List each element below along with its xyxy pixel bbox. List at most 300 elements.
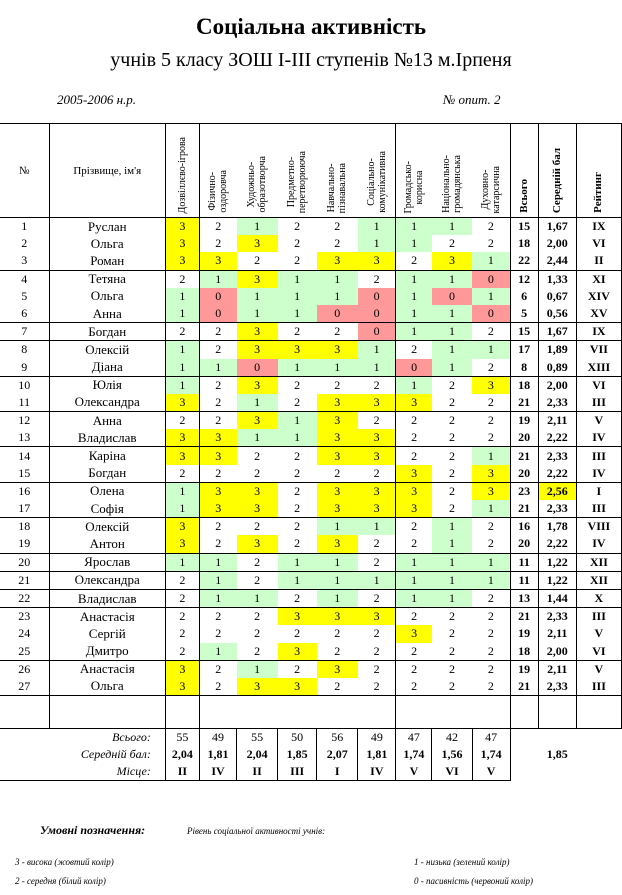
footer-label: Місце: [0,763,165,781]
row-rating: III [576,500,621,518]
student-name: Анастасія [49,660,165,678]
score-cell: 1 [317,288,358,305]
row-total: 11 [510,571,538,589]
score-cell: 2 [334,219,341,234]
footer-value: I [317,763,358,781]
score-cell: 3 [396,500,432,518]
row-total: 15 [510,218,538,236]
student-name: Ольга [49,288,165,305]
score-cell: 3 [278,643,317,661]
footer-value: 1,74 [396,746,432,763]
score-cell: 1 [358,341,396,359]
row-total: 22 [510,252,538,270]
row-rating: V [576,412,621,430]
spacer-cell [538,696,576,729]
score-cell: 2 [165,323,199,341]
score-cell: 2 [472,323,510,341]
score-cell: 2 [472,429,510,447]
row-average: 2,00 [538,376,576,394]
table-row [0,376,622,394]
table-row [0,323,622,341]
score-cell: 2 [237,571,278,589]
score-cell: 2 [432,678,472,696]
score-cell: 2 [334,236,341,251]
footer-empty [538,763,576,781]
row-num: 24 [0,625,49,642]
score-cell: 1 [358,518,396,536]
score-cell: 2 [215,519,222,534]
row-total: 16 [510,518,538,536]
row-num: 7 [0,323,49,341]
header-activity-6 [358,124,396,218]
footer-row [0,746,622,763]
footer-value: 2,04 [165,746,199,763]
score-cell: 2 [165,643,199,661]
row-rating: XI [576,270,621,288]
header-activity-2 [199,124,236,218]
score-cell: 2 [396,252,432,270]
score-cell: 2 [472,359,510,377]
row-num: 15 [0,465,49,483]
row-rating: I [576,482,621,500]
footer-value: 49 [199,729,236,747]
score-cell: 3 [237,323,278,341]
score-cell: 1 [317,270,358,288]
row-total: 19 [510,625,538,642]
spacer-row [0,696,622,729]
score-cell: 3 [165,447,199,465]
score-cell: 2 [432,394,472,412]
row-average: 2,22 [538,465,576,483]
legend-passive: 0 - пасивність (червоний колір) [414,876,534,886]
score-cell: 0 [358,288,396,305]
score-cell: 2 [199,465,236,483]
table-row [0,678,622,696]
score-cell: 3 [472,482,510,500]
score-cell: 3 [358,429,396,447]
header-activity-label: Предметно- перетворююча [286,150,309,213]
score-cell: 1 [199,571,236,589]
score-cell: 3 [165,394,199,412]
footer-value: II [165,763,199,781]
row-average: 2,33 [538,394,576,412]
score-cell: 2 [215,377,222,392]
score-cell: 1 [432,535,472,553]
score-cell: 1 [472,553,510,571]
score-cell: 3 [237,376,278,394]
score-cell: 3 [165,252,199,270]
row-average: 1,67 [538,218,576,236]
score-cell: 2 [199,678,236,696]
score-cell: 1 [432,553,472,571]
spacer-cell [237,696,278,729]
row-average: 2,11 [538,660,576,678]
score-cell: 2 [396,535,432,553]
row-rating: IV [576,535,621,553]
footer-value: IV [358,763,396,781]
row-average: 2,33 [538,678,576,696]
student-name: Олена [49,482,165,500]
score-cell: 2 [396,643,432,661]
score-cell: 2 [334,377,341,392]
score-cell: 3 [358,500,396,518]
row-total: 11 [510,553,538,571]
row-rating: VIII [576,518,621,536]
score-cell: 2 [199,394,236,412]
student-name: Анна [49,412,165,430]
footer-value: 49 [358,729,396,747]
score-cell: 0 [472,270,510,288]
score-cell: 3 [165,218,199,236]
score-cell: 3 [317,447,358,465]
score-cell: 1 [199,589,236,607]
row-rating: XIV [576,288,621,305]
score-cell: 0 [199,288,236,305]
footer-value: 1,81 [358,746,396,763]
score-cell: 1 [396,218,432,236]
score-cell: 1 [396,270,432,288]
row-num: 8 [0,341,49,359]
score-cell: 2 [278,535,317,553]
score-cell: 1 [278,305,317,323]
row-total: 17 [510,341,538,359]
row-average: 2,22 [538,429,576,447]
score-cell: 2 [449,661,456,676]
score-cell: 1 [278,359,317,377]
score-cell: 2 [472,608,510,626]
header-activity-label: Духовно- катарсична [479,165,502,213]
row-average: 0,56 [538,305,576,323]
score-cell: 2 [278,323,317,341]
footer-value: 2,07 [317,746,358,763]
score-cell: 2 [472,678,510,696]
score-cell: 0 [432,288,472,305]
score-cell: 3 [432,252,472,270]
row-num: 13 [0,429,49,447]
score-cell: 2 [317,643,358,661]
row-rating: XV [576,305,621,323]
spacer-cell [472,696,510,729]
score-cell: 1 [317,359,358,377]
score-cell: 2 [472,643,510,661]
score-cell: 2 [472,412,510,430]
row-num: 23 [0,608,49,626]
row-num: 4 [0,270,49,288]
score-cell: 2 [199,535,236,553]
row-average: 2,11 [538,412,576,430]
score-cell: 2 [237,553,278,571]
score-cell: 2 [472,589,510,607]
student-name: Софія [49,500,165,518]
score-cell: 1 [472,571,510,589]
row-total: 21 [510,608,538,626]
score-cell: 3 [317,660,358,678]
score-cell: 1 [317,553,358,571]
score-cell: 2 [449,448,456,463]
row-rating: X [576,589,621,607]
score-cell: 1 [165,305,199,323]
row-average: 2,44 [538,252,576,270]
footer-label: Середній бал: [80,747,151,762]
row-rating: VI [576,643,621,661]
score-cell: 0 [317,305,358,323]
score-cell: 3 [358,482,396,500]
score-cell: 2 [358,412,396,430]
score-cell: 3 [317,394,358,412]
score-cell: 2 [215,236,222,251]
row-rating: III [576,678,621,696]
footer-value: 50 [278,729,317,747]
score-cell: 2 [278,589,317,607]
score-cell: 1 [165,359,199,377]
spacer-cell [199,696,236,729]
header-activity-label: Дозвіллєво-ігрова [176,136,188,213]
spacer-cell [278,696,317,729]
score-cell: 0 [472,305,510,323]
score-cell: 0 [358,305,396,323]
score-cell: 2 [294,236,301,251]
row-rating: IV [576,465,621,483]
row-rating: IV [576,429,621,447]
header-name: Прізвище, ім'я [49,124,165,218]
row-num: 27 [0,678,49,696]
header-total [510,124,538,218]
row-rating: III [576,608,621,626]
score-cell: 2 [358,589,396,607]
score-cell: 3 [199,429,236,447]
row-num: 3 [0,252,49,270]
row-average: 0,67 [538,288,576,305]
score-cell: 2 [278,394,317,412]
score-cell: 1 [278,412,317,430]
row-average: 1,22 [538,571,576,589]
score-cell: 0 [396,359,432,377]
score-cell: 1 [472,288,510,305]
row-total: 19 [510,412,538,430]
row-average: 2,33 [538,447,576,465]
score-cell: 1 [396,589,432,607]
score-cell: 2 [358,678,396,696]
score-cell: 2 [411,413,418,428]
score-cell: 3 [396,465,432,483]
score-cell: 1 [237,288,278,305]
row-average: 2,00 [538,235,576,252]
student-name: Владислав [49,429,165,447]
row-num: 12 [0,412,49,430]
student-name: Сергій [49,625,165,642]
score-cell: 1 [432,341,472,359]
score-cell: 0 [358,323,396,341]
score-cell: 2 [165,571,199,589]
score-cell: 2 [432,643,472,661]
spacer-cell [49,696,165,729]
row-rating: III [576,394,621,412]
score-cell: 3 [237,412,278,430]
row-rating: XII [576,553,621,571]
score-cell: 1 [432,589,472,607]
row-rating: IX [576,218,621,236]
score-cell: 2 [294,448,301,463]
footer-empty [510,763,538,781]
row-rating: VI [576,376,621,394]
row-total: 18 [510,376,538,394]
student-name: Антон [49,535,165,553]
footer-empty [510,746,538,763]
page-title: Соціальна активність [195,14,427,39]
row-num: 16 [0,482,49,500]
score-cell: 2 [165,608,199,626]
spacer-cell [165,696,199,729]
score-cell: 2 [472,218,510,236]
table-row [0,465,622,483]
student-name: Каріна [49,447,165,465]
student-name: Богдан [49,323,165,341]
row-average: 2,56 [538,482,576,500]
student-name: Олексій [49,518,165,536]
row-num: 14 [0,447,49,465]
score-cell: 2 [411,448,418,463]
row-total: 23 [510,482,538,500]
score-cell: 2 [294,626,301,641]
table-row [0,235,622,252]
student-name: Анастасія [49,608,165,626]
student-name: Ольга [49,235,165,252]
score-cell: 1 [472,252,510,270]
row-total: 21 [510,394,538,412]
score-cell: 2 [165,270,199,288]
legend-medium: 2 - середня (білий колір) [15,876,106,886]
score-cell: 2 [317,323,358,341]
row-average: 2,22 [538,535,576,553]
score-cell: 3 [358,394,396,412]
score-cell: 2 [165,465,199,483]
row-average: 1,33 [538,270,576,288]
table-row [0,447,622,465]
row-num: 21 [0,571,49,589]
row-rating: V [576,625,621,642]
score-cell: 2 [411,519,418,534]
score-cell: 3 [358,447,396,465]
score-cell: 3 [278,678,317,696]
footer-value: 56 [317,729,358,747]
score-cell: 1 [396,553,432,571]
score-cell: 2 [396,429,432,447]
score-cell: 1 [237,394,278,412]
footer-value: 47 [396,729,432,747]
score-cell: 2 [449,483,456,498]
student-name: Діана [49,359,165,377]
score-cell: 1 [432,571,472,589]
row-total: 18 [510,643,538,661]
score-cell: 2 [472,535,510,553]
row-num: 20 [0,553,49,571]
score-cell: 1 [278,429,317,447]
footer-empty [576,763,621,781]
footer-value: 1,56 [432,746,472,763]
footer-overall-average: 1,85 [546,747,568,762]
score-cell: 3 [317,412,358,430]
score-cell: 2 [254,519,261,534]
score-cell: 2 [358,625,396,642]
footer-empty [576,729,621,747]
footer-empty [538,729,576,747]
score-cell: 1 [396,305,432,323]
score-cell: 0 [237,359,278,377]
score-cell: 3 [237,500,278,518]
score-cell: 2 [317,465,358,483]
table-row [0,518,622,536]
score-cell: 3 [237,678,278,696]
row-total: 5 [510,305,538,323]
score-cell: 2 [215,661,222,676]
row-average: 1,44 [538,589,576,607]
activity-table [0,123,622,781]
score-cell: 3 [396,394,432,412]
footer-value: II [237,763,278,781]
table-row [0,412,622,430]
footer-value: 55 [165,729,199,747]
student-name: Роман [49,252,165,270]
row-total: 19 [510,660,538,678]
spacer-cell [358,696,396,729]
table-row [0,394,622,412]
score-cell: 2 [215,413,222,428]
table-row [0,482,622,500]
score-cell: 2 [317,678,358,696]
page-subtitle: учнів 5 класу ЗОШ І-ІІІ ступенів №13 м.Ірпеня [110,49,512,71]
row-average: 2,33 [538,608,576,626]
student-name: Ярослав [49,553,165,571]
row-num: 18 [0,518,49,536]
score-cell: 2 [237,643,278,661]
score-cell: 1 [432,305,472,323]
row-rating: III [576,447,621,465]
score-cell: 3 [237,482,278,500]
table-row [0,660,622,678]
row-num: 19 [0,535,49,553]
row-rating: V [576,660,621,678]
footer-value: 1,81 [199,746,236,763]
header-activity-label: Фізично- оздоровча [207,170,230,213]
footer-value: IV [199,763,236,781]
score-cell: 3 [472,376,510,394]
student-name: Олександра [49,394,165,412]
row-average: 1,67 [538,323,576,341]
table-row [0,535,622,553]
score-cell: 3 [472,465,510,483]
table-row [0,218,622,236]
row-total: 13 [510,589,538,607]
score-cell: 1 [199,553,236,571]
score-cell: 1 [278,571,317,589]
row-num: 1 [0,218,49,236]
score-cell: 1 [237,589,278,607]
spacer-cell [432,696,472,729]
student-name: Олексій [49,341,165,359]
score-cell: 1 [278,288,317,305]
footer-row [0,729,622,747]
student-name: Дмитро [49,643,165,661]
score-cell: 3 [317,429,358,447]
row-total: 20 [510,429,538,447]
score-cell: 1 [358,218,396,236]
score-cell: 2 [278,252,317,270]
row-total: 15 [510,323,538,341]
score-cell: 1 [165,288,199,305]
spacer-cell [510,696,538,729]
row-num: 17 [0,500,49,518]
score-cell: 2 [254,609,261,624]
